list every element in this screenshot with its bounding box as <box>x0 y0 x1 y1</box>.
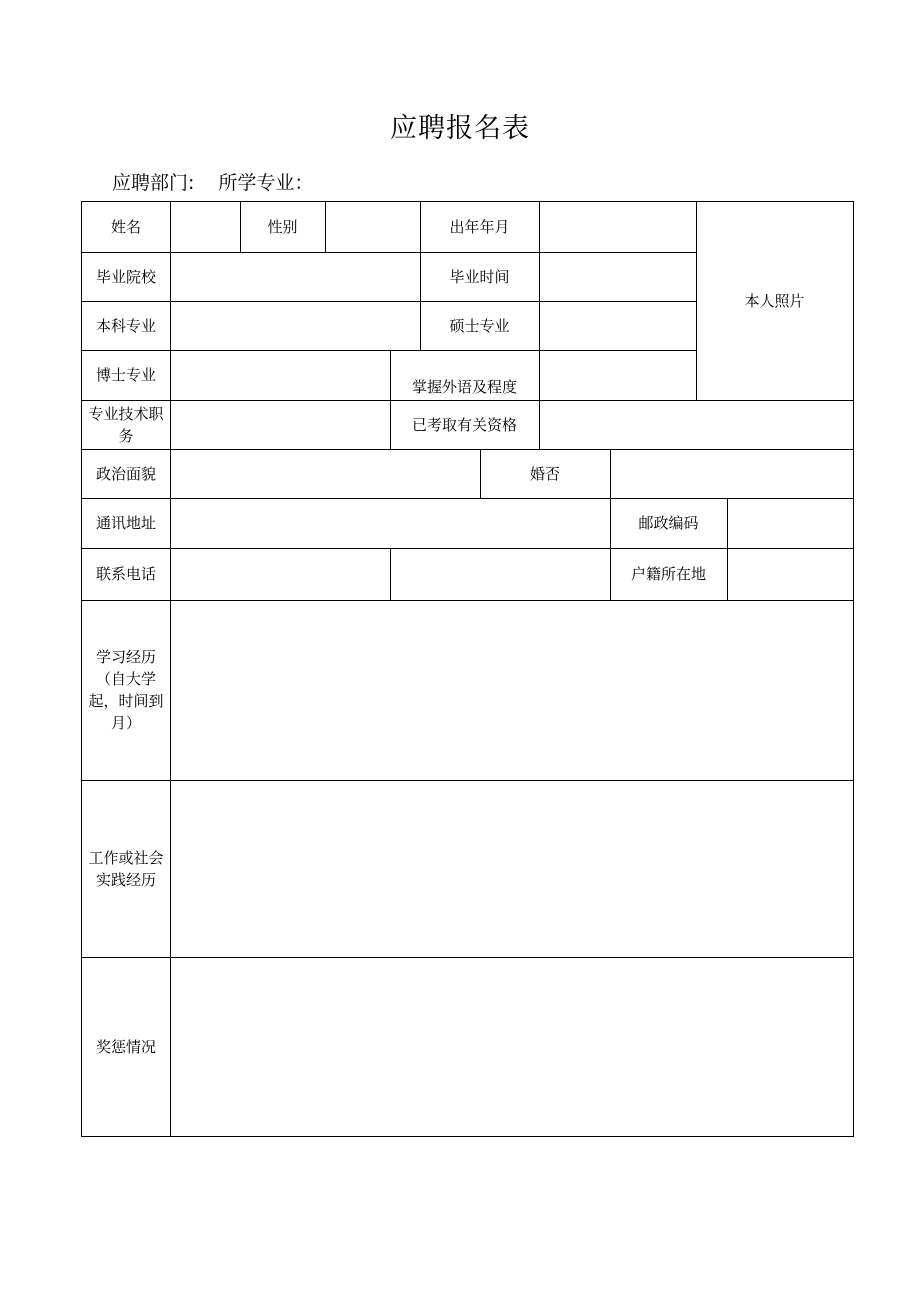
awards-label: 奖惩情况 <box>95 1037 156 1056</box>
phone-field-1[interactable] <box>171 548 390 600</box>
master-major-field[interactable] <box>540 301 696 350</box>
work-experience-line2: 实践经历 <box>95 870 156 889</box>
foreign-language-label: 掌握外语及程度 <box>411 378 517 396</box>
professional-title-line2: 务 <box>118 426 134 445</box>
hukou-label: 户籍所在地 <box>630 565 706 583</box>
awards-field[interactable] <box>171 957 853 1136</box>
study-history-line2: （自大学 <box>95 670 156 688</box>
gender-field[interactable] <box>326 202 420 252</box>
study-history-field[interactable] <box>171 600 853 780</box>
postcode-field[interactable] <box>728 498 853 548</box>
master-major-label: 硕士专业 <box>449 316 510 335</box>
qualification-field[interactable] <box>540 400 853 449</box>
professional-title-field[interactable] <box>171 400 390 449</box>
address-field[interactable] <box>171 498 610 548</box>
work-experience-field[interactable] <box>171 780 853 957</box>
name-label: 姓名 <box>110 218 141 236</box>
undergrad-major-label: 本科专业 <box>95 316 156 335</box>
study-history-line4: 月） <box>110 714 141 732</box>
department-label: 应聘部门: <box>112 172 195 194</box>
graduate-school-label: 毕业院校 <box>95 267 156 286</box>
foreign-language-field[interactable] <box>540 350 696 400</box>
phd-major-label: 博士专业 <box>95 366 156 384</box>
professional-title-label <box>82 400 170 449</box>
study-history-line1: 学习经历 <box>95 648 156 666</box>
gender-label: 性别 <box>267 218 298 236</box>
graduate-time-label: 毕业时间 <box>449 267 510 286</box>
graduate-time-field[interactable] <box>540 252 696 301</box>
political-status-field[interactable] <box>171 449 480 498</box>
phd-major-field[interactable] <box>171 350 390 400</box>
marital-status-label: 婚否 <box>529 464 560 483</box>
birth-label: 出年年月 <box>449 218 510 236</box>
page-title: 应聘报名表 <box>390 113 530 144</box>
graduate-school-field[interactable] <box>171 252 420 301</box>
professional-title-line1: 专业技术职 <box>88 404 164 423</box>
study-history-line3: 起，时间到 <box>88 692 164 710</box>
marital-status-field[interactable] <box>611 449 853 498</box>
qualification-label: 已考取有关资格 <box>411 415 517 434</box>
birth-field[interactable] <box>540 202 696 252</box>
application-form-table <box>81 201 854 1137</box>
postcode-label: 邮政编码 <box>638 514 699 532</box>
work-experience-line1: 工作或社会 <box>88 848 164 867</box>
phone-field-2[interactable] <box>391 548 610 600</box>
major-label: 所学专业： <box>218 172 314 194</box>
photo-cell[interactable]: 本人照片 <box>744 292 805 310</box>
name-field[interactable] <box>171 202 240 252</box>
hukou-field[interactable] <box>728 548 853 600</box>
work-experience-label <box>82 780 170 957</box>
phone-label: 联系电话 <box>95 565 156 583</box>
undergrad-major-field[interactable] <box>171 301 420 350</box>
address-label: 通讯地址 <box>95 514 156 532</box>
political-status-label: 政治面貌 <box>95 464 156 483</box>
form-header <box>112 168 313 195</box>
study-history-label <box>82 600 170 780</box>
